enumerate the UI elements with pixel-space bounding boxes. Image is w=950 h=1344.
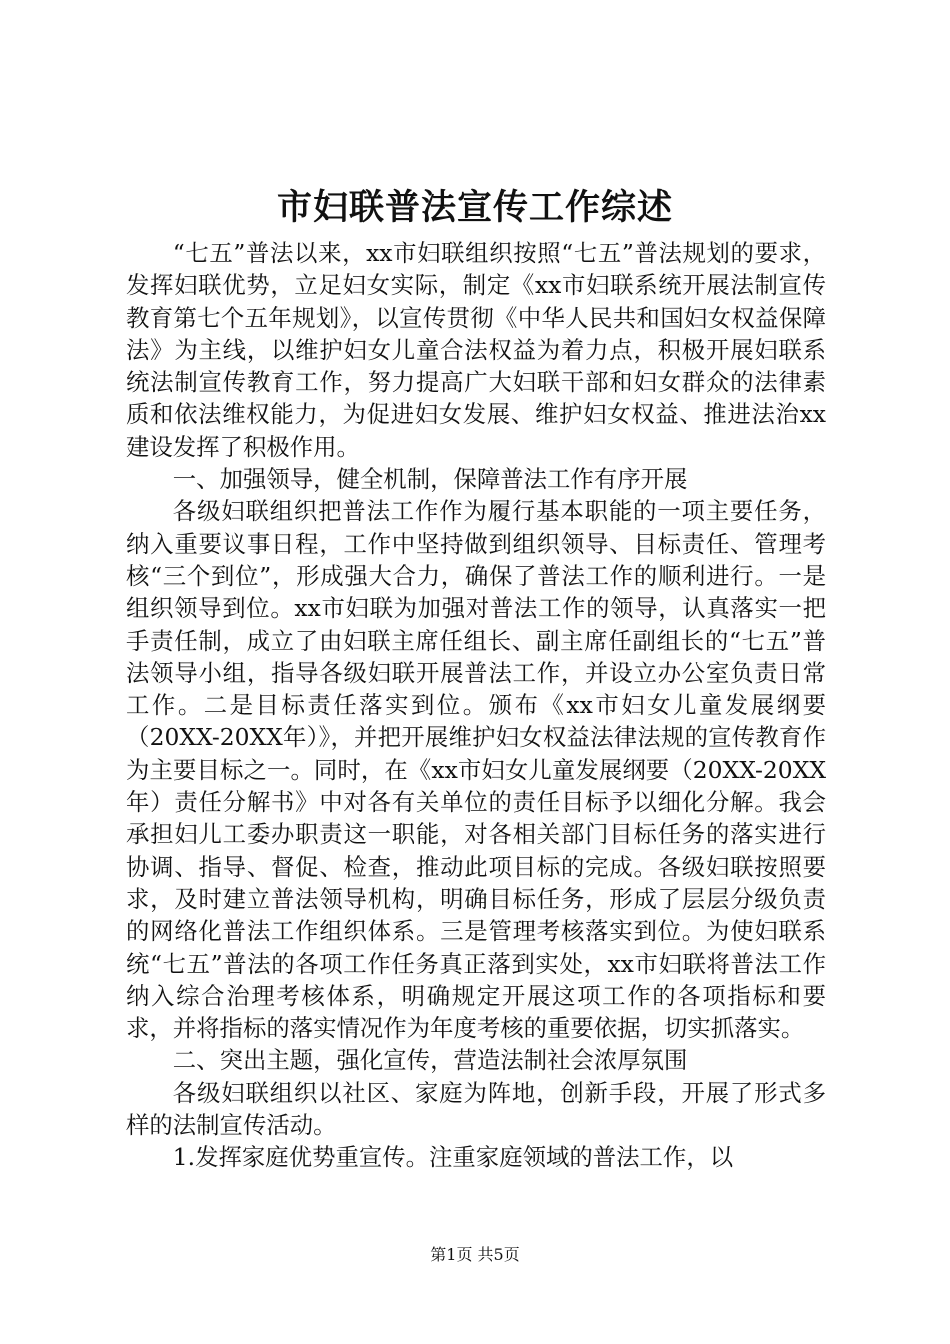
document-title: 市妇联普法宣传工作综述 (276, 187, 673, 228)
page-footer: 第1页 共5页 (430, 1245, 520, 1264)
paragraph-section-2: 各级妇联组织以社区、家庭为阵地，创新手段，开展了形式多样的法制宣传活动。 (126, 1078, 826, 1140)
paragraph-intro: “七五”普法以来，xx市妇联组织按照“七五”普法规划的要求，发挥妇联优势，立足妇女实际，制定《xx市妇联系统开展法制宣传教育第七个五年规划》，以宣传贯彻《中华人民共和国妇女权益保障法》为主线，以维护妇女儿童合法权益为着力点，积极开展妇联系统法制宣传教育工作，努力提高广大妇联干部和妇女群众的法律素质和依法维权能力，为促进妇女发展、维护妇女权益、推进法治xx建设发挥了积极作用。 (126, 239, 826, 461)
document-body (126, 237, 826, 1174)
section-heading-1: 一、加强领导，健全机制，保障普法工作有序开展 (172, 465, 688, 494)
paragraph-item-1: 1.发挥家庭优势重宣传。注重家庭领域的普法工作，以 (172, 1143, 734, 1172)
section-heading-2: 二、突出主题，强化宣传，营造法制社会浓厚氛围 (172, 1046, 688, 1075)
paragraph-section-1: 各级妇联组织把普法工作作为履行基本职能的一项主要任务，纳入重要议事日程，工作中坚持做到组织领导、目标责任、管理考核“三个到位”，形成强大合力，确保了普法工作的顺利进行。一是组织领导到位。xx市妇联为加强对普法工作的领导，认真落实一把手责任制，成立了由妇联主席任组长、副主席任副组长的“七五”普法领导小组，指导各级妇联开展普法工作，并设立办公室负责日常工作。二是目标责任落实到位。颁布《xx市妇女儿童发展纲要（20XX-20XX年）》，并把开展维护妇女权益法律法规的宣传教育作为主要目标之一。同时，在《xx市妇女儿童发展纲要（20XX-20XX年）责任分解书》中对各有关单位的责任目标予以细化分解。我会承担妇儿工委办职责这一职能，对各相关部门目标任务的落实进行协调、指导、督促、检查，推动此项目标的完成。各级妇联按照要求，及时建立普法领导机构，明确目标任务，形成了层层分级负责的网络化普法工作组织体系。三是管理考核落实到位。为使妇联系统“七五”普法的各项工作任务真正落到实处，xx市妇联将普法工作纳入综合治理考核体系，明确规定开展这项工作的各项指标和要求，并将指标的落实情况作为年度考核的重要依据，切实抓落实。 (126, 497, 826, 1043)
